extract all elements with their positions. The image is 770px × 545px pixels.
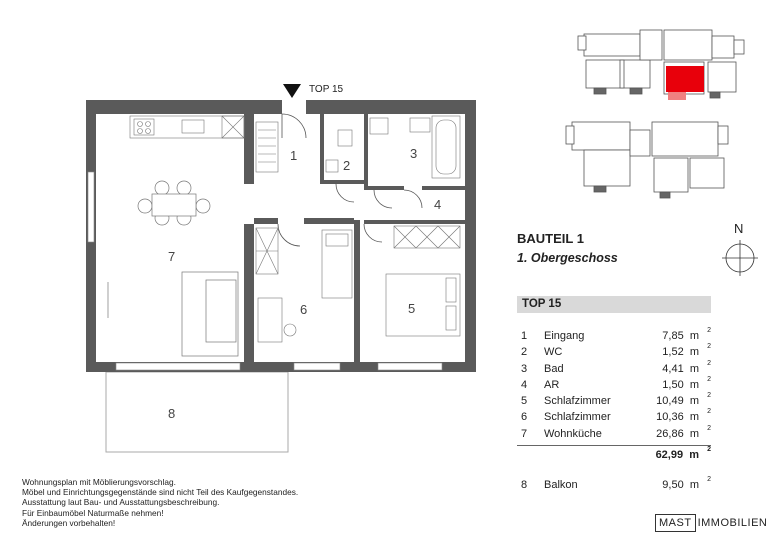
north-label: N: [734, 221, 744, 236]
key-plan-top: [578, 30, 744, 98]
highlighted-balcony: [668, 92, 686, 100]
room-number-1: 1: [290, 148, 298, 163]
room-name: Eingang: [544, 330, 585, 342]
balcony-no: 8: [521, 479, 528, 491]
room-no: 3: [521, 362, 528, 375]
room-area: 1,52 m: [662, 346, 699, 359]
room-area: 4,41 m: [662, 362, 699, 375]
company-logo: [655, 512, 767, 534]
note-line: Ausstattung laut Bau- und Ausstattungsbeschreibung.: [22, 497, 220, 508]
room-no: 4: [521, 378, 528, 391]
room-name: Schlafzimmer: [544, 395, 611, 408]
room-area: 10,49 m: [656, 395, 699, 408]
total-row: [517, 445, 711, 464]
note-line: Wohnungsplan mit Möblierungsvorschlag.: [22, 477, 176, 487]
sq-exponent: 2: [707, 424, 711, 432]
room-number-6: 6: [300, 302, 308, 317]
sq-exponent: 2: [707, 392, 711, 400]
sq-exponent: 2: [707, 408, 711, 416]
logo-part-immobilien: IMMOBILIEN: [697, 517, 768, 529]
note-line: Änderungen vorbehalten!: [22, 517, 116, 528]
room-number-5: 5: [408, 301, 416, 316]
sq-exponent: 2: [707, 375, 711, 383]
table-row: [517, 408, 711, 427]
kitchen-counter: [130, 116, 244, 138]
north-arrow-icon: [722, 240, 758, 276]
room-number-8: 8: [168, 406, 176, 421]
room-area: 26,86 m: [656, 427, 699, 440]
table-header: TOP 15: [517, 296, 711, 313]
sofa: [108, 272, 238, 356]
balcony-area: 9,50 m: [662, 479, 699, 491]
balcony-outline: [106, 372, 288, 452]
room-no: 6: [521, 411, 528, 424]
sq-exponent: 2: [707, 327, 711, 334]
room-no: 2: [521, 346, 528, 359]
room-number-3: 3: [410, 146, 418, 161]
bedroom-6-furniture: [256, 228, 352, 342]
note-line: Für Einbaumöbel Naturmaße nehmen!: [22, 507, 164, 518]
room-name: AR: [544, 378, 560, 391]
entrance-arrow-icon: [283, 84, 301, 98]
unit-label: TOP 15: [309, 84, 344, 95]
room-no: 1: [521, 330, 528, 342]
room-area: 10,36 m: [656, 411, 699, 424]
total-area: 62,99 m: [655, 449, 699, 462]
room-name: Wohnküche: [544, 427, 602, 440]
highlighted-unit: [666, 66, 704, 92]
sq-exponent: 2: [707, 343, 711, 351]
table-row: [517, 392, 711, 411]
sq-exponent: 2: [707, 476, 711, 483]
dining-table: [138, 181, 210, 225]
table-row: [517, 343, 711, 362]
room-number-2: 2: [343, 158, 351, 173]
room-area: 1,50 m: [662, 378, 699, 391]
table-row: [517, 327, 711, 346]
building-label: BAUTEIL 1: [517, 231, 584, 246]
room-name: Bad: [544, 362, 564, 375]
note-line: Möbel und Einrichtungsgegenstände sind nicht Teil des Kaufgegenstandes.: [22, 487, 299, 498]
room-no: 7: [521, 427, 528, 440]
plan-notes: [22, 477, 298, 528]
room-area: 7,85 m: [662, 330, 699, 342]
key-plan-bottom: [566, 122, 728, 198]
floor-label: 1. Obergeschoss: [517, 251, 618, 265]
balcony-name: Balkon: [544, 479, 578, 491]
logo-part-mast: MAST: [655, 514, 696, 532]
balcony-row: [517, 476, 711, 495]
room-table: [517, 327, 711, 464]
table-row: [517, 359, 711, 379]
entrance-wardrobe: [256, 122, 278, 172]
room-no: 5: [521, 395, 528, 408]
outer-walls: [86, 100, 476, 372]
room-number-4: 4: [434, 197, 442, 212]
table-row: [517, 424, 711, 444]
bedroom-5-furniture: [386, 226, 460, 336]
sq-exponent: 2: [707, 446, 711, 454]
room-name: WC: [544, 346, 563, 359]
sq-exponent: 2: [707, 359, 711, 367]
room-number-7: 7: [168, 249, 176, 264]
table-row: [517, 375, 711, 395]
room-name: Schlafzimmer: [544, 411, 611, 424]
